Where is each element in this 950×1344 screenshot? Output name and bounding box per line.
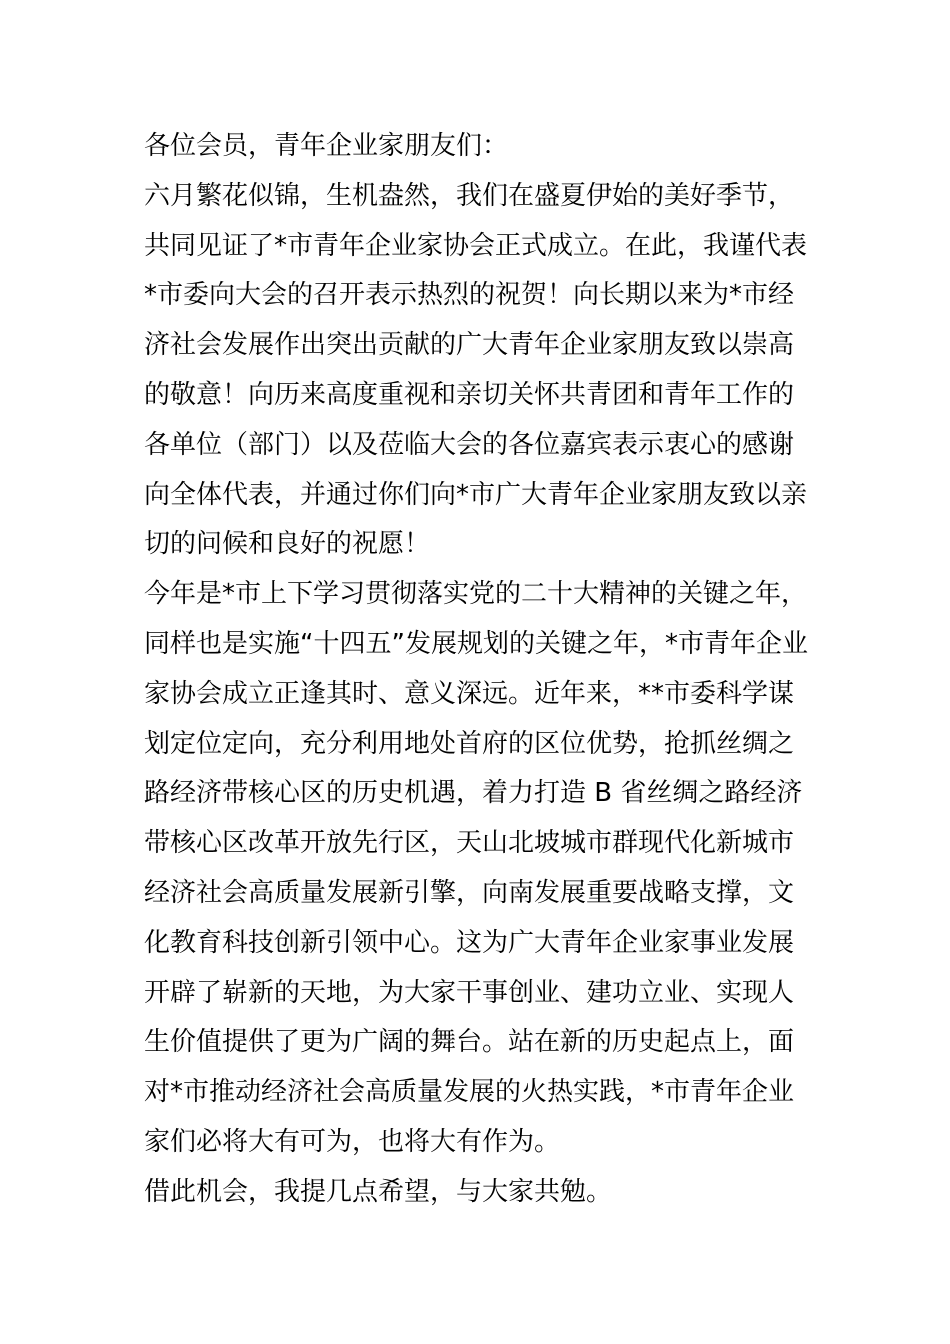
text-line: 各单位（部门）以及莅临大会的各位嘉宾表示衷心的感谢: [144, 429, 795, 460]
text-line: 各位会员，青年企业家朋友们：: [144, 131, 509, 161]
text-line: 的敬意！向历来高度重视和亲切关怀共青团和青年工作的: [144, 379, 795, 410]
text-line: 同样也是实施“十四五”发展规划的关键之年，*市青年企业: [144, 628, 808, 659]
text-line: 划定位定向，充分利用地处首府的区位优势，抢抓丝绸之: [144, 728, 795, 759]
text-line: 带核心区改革开放先行区，天山北坡城市群现代化新城市: [144, 828, 795, 859]
text-line: 生价值提供了更为广阔的舞台。站在新的历史起点上，面: [144, 1027, 795, 1058]
text-line: 对*市推动经济社会高质量发展的火热实践，*市青年企业: [144, 1077, 795, 1108]
text-line: *市委向大会的召开表示热烈的祝贺！向长期以来为*市经: [144, 280, 795, 311]
text-line: 路经济带核心区的历史机遇，着力打造 B 省丝绸之路经济: [144, 778, 803, 809]
text-line: 经济社会高质量发展新引擎，向南发展重要战略支撑，文: [144, 877, 795, 908]
text-line: 今年是*市上下学习贯彻落实党的二十大精神的关键之年，: [144, 579, 808, 610]
text-line: 向全体代表，并通过你们向*市广大青年企业家朋友致以亲: [144, 479, 808, 510]
text-line: 开辟了崭新的天地，为大家干事创业、建功立业、实现人: [144, 977, 795, 1008]
text-line: 六月繁花似锦，生机盎然，我们在盛夏伊始的美好季节，: [144, 180, 795, 211]
text-line: 家们必将大有可为，也将大有作为。: [144, 1126, 561, 1157]
text-line: 家协会成立正逢其时、意义深远。近年来，**市委科学谋: [144, 678, 795, 709]
text-line: 化教育科技创新引领中心。这为广大青年企业家事业发展: [144, 927, 795, 958]
speech-text: [144, 122, 824, 1218]
text-line: 共同见证了*市青年企业家协会正式成立。在此，我谨代表: [144, 230, 808, 261]
text-line: 切的问候和良好的祝愿！: [144, 529, 431, 560]
text-line: 济社会发展作出突出贡献的广大青年企业家朋友致以崇高: [144, 330, 795, 361]
text-line: 借此机会，我提几点希望，与大家共勉。: [144, 1176, 613, 1207]
